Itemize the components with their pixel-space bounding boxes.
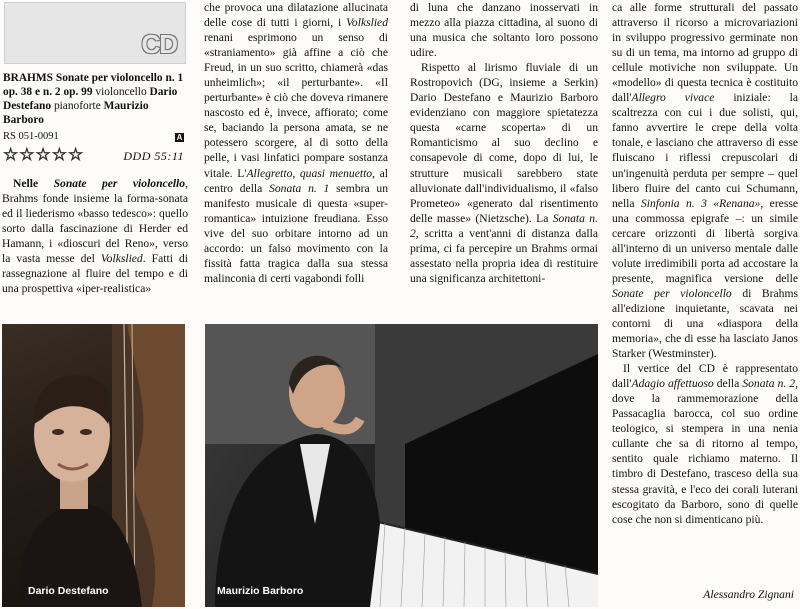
text-run: renani esprimono un senso di «straniamento» già affine a ciò che Freud, in un suo scritto, chiamerà «das unheimlich»; «il perturbante». «Il perturbante» è ciò che doveva rimanere nascosto ed è, invece, affiorato; come se, baciando la persona amata, se ne potessero scorgere, al di sotto della pelle, i vasi linfatici pompare sostanza vitale. L' [204,31,388,180]
text-column-2 [204,0,388,286]
photo-caption-dario: Dario Destefano [28,585,109,597]
text-run: Dario Destefano [3,86,178,112]
text-column-1 [2,176,188,296]
paragraph [204,0,388,286]
text-run: , al centro della [204,166,388,195]
text-run: ca alle forme strutturali del passato attraverso il ricorso a microvariazioni in sviluppo progressivo germinate non su di un tema, ma intorno ad gruppo di cellule motiviche non sviluppate. Un «modello» di questa tecnica è costituito dall' [612,1,798,105]
text-column-3 [410,0,598,286]
text-run: , eresse una commossa epigrafe –: un simile cercare orizzonti di libertà sorgiva all'interno di un universo mentale dalle volute irredimibili porta ad accostare la presente, magnifica versione delle [612,196,798,285]
rating-badge: A [176,133,183,142]
paragraph [2,176,188,296]
text-run: Il vertice del CD è rappresentato dall' [612,362,798,391]
record-title [3,71,186,127]
text-run: Sonate per violoncello [53,177,186,190]
text-run: della [713,377,743,391]
catalog-number: RS 051-0091 [3,131,59,142]
paragraph [410,0,598,60]
pianist-portrait-illustration [205,324,598,607]
paragraph [612,0,798,361]
paragraph [410,60,598,286]
photo-caption-maurizio: Maurizio Barboro [217,585,304,597]
record-info [3,71,186,127]
text-run: Adagio affettuoso [631,377,714,391]
text-run: violoncello [92,86,150,98]
photo-dario-destefano [2,324,185,607]
text-run: Sonata n. 2 [742,377,796,391]
text-run: Sonata n. 1 [269,181,330,195]
catalog-row [3,131,186,142]
author-signature: Alessandro Zignani [703,588,794,601]
text-run: Rispetto al lirismo fluviale di un Rostropovich (DG, insieme a Serkin) Dario Destefano e Maurizio Barboro evidenziano con maggiore spietatezza questa «carne scoperta» di un Romanticismo al suo declino e consapevole di come, dopo di lui, le strutture musicali sarebbero state alluvionate dall'individualismo, il «falso Prometeo» «generato dal risentimento delle masse» (Nietzsche). La [410,61,598,225]
text-run: Allegretto, quasi menuetto [246,166,373,180]
text-run: BRAHMS [3,72,53,84]
text-run: Allegro vivace [631,91,715,105]
text-column-4 [612,0,798,527]
paragraph [612,361,798,527]
text-run: , dove la rammemorazione della Passacaglia barocca, col suo ordine teologico, si stempera in una nenia cullante che sa di ritorno al tempo, sentito quale richiamo materno. Il timbro di Destefano, trasceso della sua stessa gravità, e l'eco dei corali luterani escogitato da Barboro, sono di quelle cose che non si dimenticano più. [612,377,798,526]
text-run: pianoforte [51,100,104,112]
text-run: Maurizio Barboro [3,100,149,126]
text-run: Sonata n. 2 [410,211,598,240]
text-run: Sinfonia n. 3 «Renana» [640,196,761,210]
text-run: Volkslied [100,252,143,266]
photo-maurizio-barboro [205,324,598,607]
text-run: sembra un manifesto musicale di questa «super-romantica» intuizione freudiana. Esso vive del suo orbitare intorno ad un accordo: un falso movimento con la fissità fatta tragica dalla sua stessa malinconia di certi vagabondi folli [204,181,389,285]
star-rating-icon: ☆☆☆☆☆ [3,145,85,165]
text-run: di luna che danzano inosservati in mezzo alla piazza cittadina, al suono di una musica che soltanto loro possono udire. [410,1,598,60]
cellist-portrait-illustration [2,324,185,607]
text-run: . Fatti di rassegnazione al fluire del tempo e di una prospettiva «iper-realistica» [2,252,188,296]
cd-logo: CD [141,29,177,59]
text-run: iniziale: la scaltrezza con cui i due solisti, qui, fanno avvertire le crepe della volta tonale, e lasciano che attraverso di esse fluiscano i riflessi crepuscolari di un'ingenuità perduta per sempre – quel libero fluire del canto cui Schumann, nella [612,91,798,210]
rating-row [3,147,186,165]
text-run: Sonate per violoncello n. 1 op. 38 e n. 2 op. 99 [3,72,184,98]
text-run: di Brahms all'edizione inquietante, scavata nei contorni di una «diaspora della memoria», che di esse ha lasciato Janos Starker (Westminster). [612,286,798,361]
section-header-box [4,2,186,64]
text-run: Volkslied [346,16,388,30]
text-run: Nelle [13,177,54,190]
text-run: che provoca una dilatazione allucinata delle cose di tutti i giorni, i [204,1,388,30]
text-run: Sonate per violoncello [612,286,732,300]
recording-duration: DDD 55:11 [123,149,184,163]
text-run: , Brahms fonde insieme la forma-sonata ed il liederismo «basso tedesco»: quello sorto dalla fascinazione di Herder ed Hamann, i «dioscuri del Reno», verso la vasta messe del [2,177,188,266]
text-run: , scritta a vent'anni di distanza dalla prima, ci fa percepire un Brahms ormai assestato nella propria idea di restituire una significanza architettoni- [410,226,598,285]
